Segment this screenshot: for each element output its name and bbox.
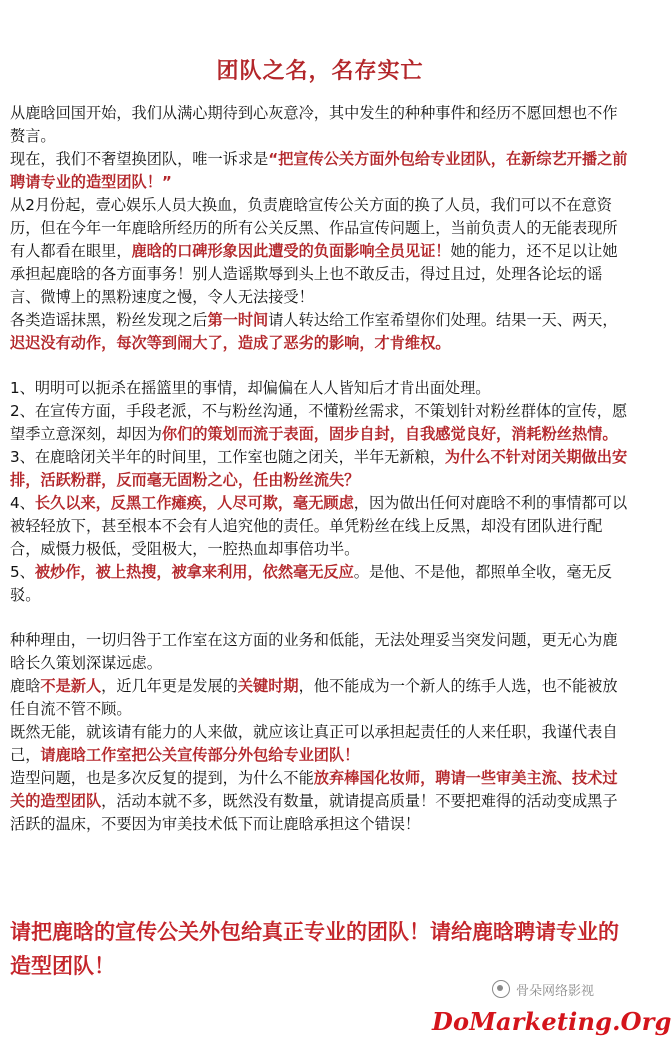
highlight-text: 放弃棒国化妆师，聘请一些审美主流、技术过关的造型团队 [10,769,618,810]
article-body [10,102,630,836]
highlight-text: 第一时间 [207,311,269,329]
text: 种种理由，一切归咎于工作室在这方面的业务和低能，无法处理妥当突发问题，更无心为鹿晗长久策划深谋远虑。 [10,631,618,672]
text: 她的能力，还不足以让她承担起鹿晗的各方面事务！别人造谣欺辱到头上也不敢反击，得过且过，处理各论坛的谣言、微博上的黑粉速度之慢，令人无法接受！ [10,242,618,306]
text: 请人转达给工作室希望你们处理。结果一天、两天， [268,311,618,329]
text: 现在，我们不奢望换团队，唯一诉求是 [10,150,269,168]
highlight-text: “把宣传公关方面外包给专业团队，在新综艺开播之前聘请专业的造型团队！” [10,150,628,191]
intro-paragraph-3 [10,194,630,309]
highlight-text: 长久以来，反黑工作瘫痪，人尽可欺，毫无顾虑 [34,494,354,512]
intro-paragraph-4 [10,309,630,355]
wechat-account-name: 骨朵网络影视 [516,983,595,999]
intro-paragraph-2 [10,148,630,194]
text: 2、在宣传方面，手段老派，不与粉丝沟通，不懂粉丝需求，不策划针对粉丝群体的宣传，愿望季立意深刻，却因为 [10,402,628,443]
highlight-text: 关键时期 [237,677,299,695]
conclusion-paragraph-4 [10,767,630,836]
wechat-icon [492,980,510,998]
text: 3、在鹿晗闭关半年的时间里，工作室也随之闭关，半年无新粮， [10,448,445,466]
section-gap [10,355,630,377]
text: 各类造谣抹黑，粉丝发现之后 [10,311,208,329]
text: ，活动本就不多，既然没有数量，就请提高质量！不要把难得的活动变成黑子活跃的温床，不要因为审美技术低下而让鹿晗承担这个错误！ [10,792,618,833]
wechat-account-label [492,978,642,1000]
highlight-text: 为什么不针对闭关期做出安排，活跃粉群，反而毫无固粉之心，任由粉丝流失？ [10,448,628,489]
text: 。是他、不是他，都照单全收，毫无反驳。 [10,563,612,604]
text: ，近几年更是发展的 [101,677,238,695]
point-4 [10,492,630,561]
text: 鹿晗 [10,677,41,695]
text: 从2月份起，壹心娱乐人员大换血，负责鹿晗宣传公关方面的换了人员，我们可以不在意资历，但在今年一年鹿晗所经历的所有公关反黑、作品宣传问题上，当前负责人的无能表现所有人都看在眼里， [10,196,618,260]
highlight-text: 鹿晗的口碑形象因此遭受的负面影响全员见证！ [131,242,451,260]
highlight-text: 你们的策划而流于表面，固步自封，自我感觉良好，消耗粉丝热情。 [161,425,618,443]
text: 1、明明可以扼杀在摇篮里的事情，却偏偏在人人皆知后才肯出面处理。 [10,379,491,397]
conclusion-paragraph-3 [10,721,630,767]
point-1 [10,377,630,400]
intro-paragraph-1 [10,102,630,148]
highlight-text: 被炒作，被上热搜，被拿来利用，依然毫无反应 [34,563,354,581]
text: 4、 [10,494,35,512]
section-gap [10,607,630,629]
page-title: 团队之名，名存实亡 [216,59,424,84]
closing-appeal: 请把鹿晗的宣传公关外包给真正专业的团队！请给鹿晗聘请专业的造型团队！ [10,920,619,978]
point-2 [10,400,630,446]
conclusion-paragraph-2 [10,675,630,721]
text: 从鹿晗回国开始，我们从满心期待到心灰意冷，其中发生的种种事件和经历不愿回想也不作赘言。 [10,104,618,145]
point-5 [10,561,630,607]
text: ，因为做出任何对鹿晗不利的事情都可以被轻轻放下，甚至根本不会有人追究他的责任。单凭粉丝在线上反黑，却没有团队进行配合，威慑力极低，受阻极大，一腔热血却事倍功半。 [10,494,628,558]
text: 既然无能，就该请有能力的人来做，就应该让真正可以承担起责任的人来任职，我谨代表自己， [10,723,618,764]
watermark-text: DoMarketing.Org [432,1007,672,1036]
highlight-text: 不是新人 [40,677,102,695]
text: 5、 [10,563,35,581]
highlight-text: 迟迟没有动作，每次等到闹大了，造成了恶劣的影响，才肯维权。 [10,334,451,352]
highlight-text: 请鹿晗工作室把公关宣传部分外包给专业团队！ [40,746,360,764]
conclusion-paragraph-1 [10,629,630,675]
text: ，他不能成为一个新人的练手人选，也不能被放任自流不管不顾。 [10,677,618,718]
point-3 [10,446,630,492]
text: 造型问题，也是多次反复的提到，为什么不能 [10,769,314,787]
